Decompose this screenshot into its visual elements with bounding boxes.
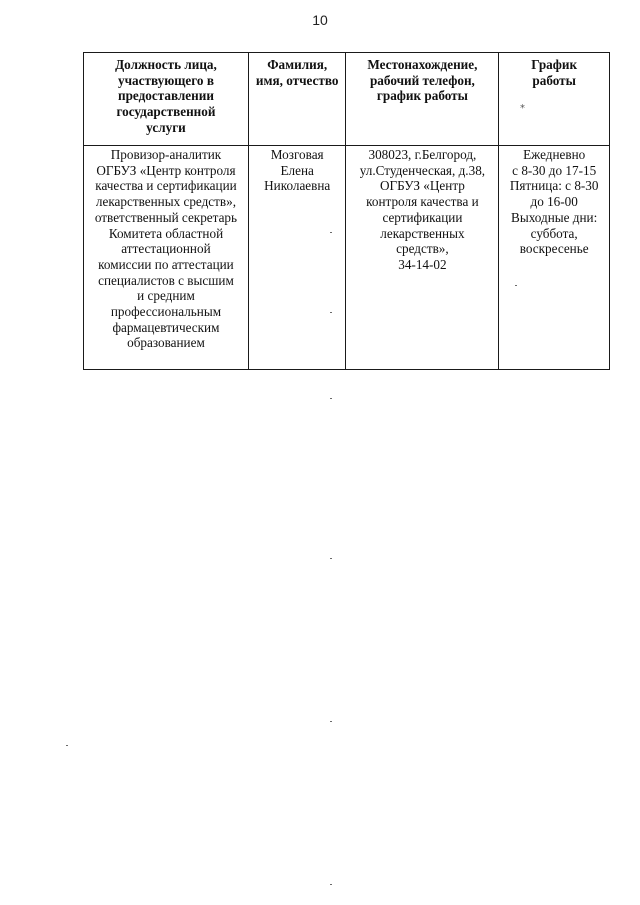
cell-position: Провизор-аналитик ОГБУЗ «Центр контроля качества и сертификации лекарственных средств», ответственный секретарь Комитета областной аттестационной комиссии по аттестации специалистов с высшим и средним профессиональным фармацевтическим образованием <box>84 146 249 370</box>
header-work-schedule: График работы <box>499 53 610 146</box>
scan-speck <box>330 232 332 233</box>
scan-speck <box>330 884 332 885</box>
header-position: Должность лица, участвующего в предоставлении государственной услуги <box>84 53 249 146</box>
table-row <box>84 146 610 370</box>
scan-speck <box>330 721 332 722</box>
cell-full-name: Мозговая Елена Николаевна <box>248 146 346 370</box>
header-full-name: Фамилия, имя, отчество <box>248 53 346 146</box>
table-header-row <box>84 53 610 146</box>
scan-speck <box>66 745 68 746</box>
cell-work-schedule: Ежедневно с 8-30 до 17-15 Пятница: с 8-30 до 16-00 Выходные дни: суббота, воскресенье <box>499 146 610 370</box>
scan-mark: ⁎ <box>520 100 525 111</box>
cell-location-phone: 308023, г.Белгород, ул.Студенческая, д.38, ОГБУЗ «Центр контроля качества и сертификации лекарственных средств», 34-14-02 <box>346 146 499 370</box>
header-location-phone: Местонахождение, рабочий телефон, график работы <box>346 53 499 146</box>
scan-speck <box>330 558 332 559</box>
scan-speck <box>330 312 332 313</box>
responsible-persons-table <box>83 52 610 370</box>
scan-speck <box>330 398 332 399</box>
page-number: 10 <box>312 12 328 28</box>
scan-speck <box>515 285 517 286</box>
